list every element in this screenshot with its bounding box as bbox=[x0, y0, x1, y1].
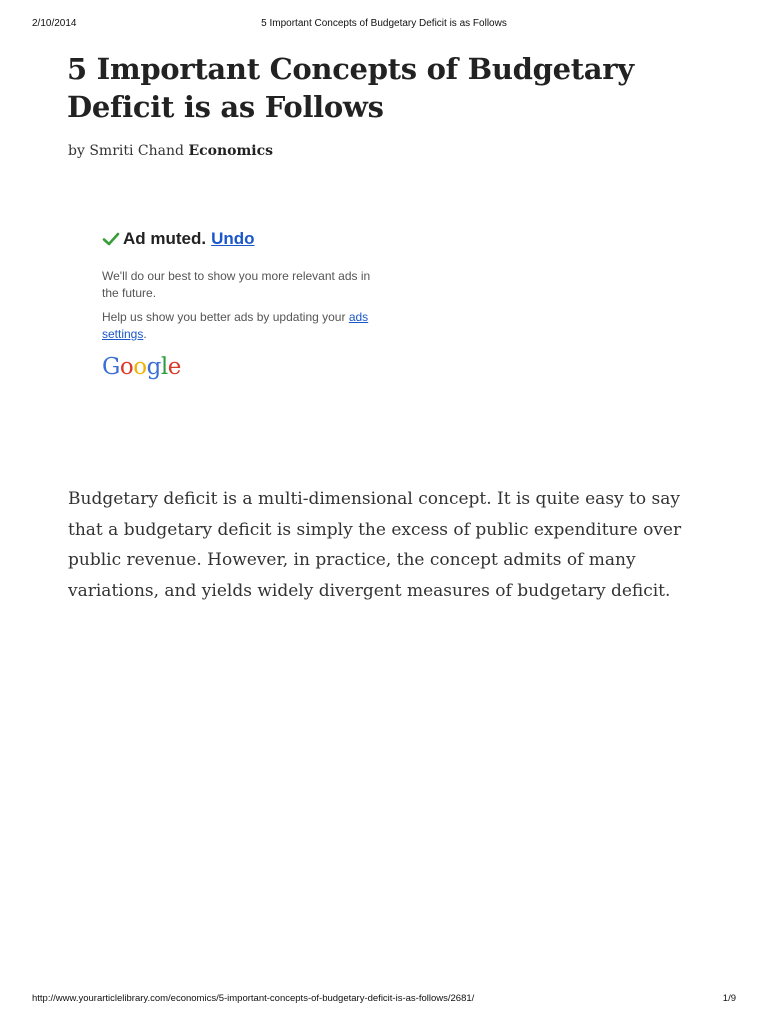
google-logo-letter-o1: o bbox=[119, 354, 134, 380]
ad-muted-line bbox=[102, 226, 382, 252]
author-name[interactable]: Smriti Chand bbox=[89, 143, 184, 159]
google-logo-letter-g: G bbox=[102, 354, 120, 380]
ad-message-settings-prefix: Help us show you better ads by updating your bbox=[102, 310, 346, 324]
print-footer bbox=[32, 993, 736, 1007]
google-logo bbox=[102, 353, 382, 381]
ads-settings-link[interactable]: ads settings bbox=[102, 310, 369, 341]
print-doc-title: 5 Important Concepts of Budgetary Deficit is as Follows bbox=[261, 18, 507, 29]
page-number: 1/9 bbox=[722, 993, 736, 1004]
ad-message-relevant: We'll do our best to show you more relevant ads in the future. bbox=[102, 269, 371, 300]
byline-prefix: by bbox=[68, 143, 85, 159]
category-link[interactable]: Economics bbox=[188, 143, 274, 159]
check-icon bbox=[102, 230, 120, 248]
article-title: 5 Important Concepts of Budgetary Deficit is as Follows bbox=[67, 52, 634, 124]
ad-muted-label: Ad muted. bbox=[123, 229, 207, 248]
google-logo-letter-l: l bbox=[160, 354, 168, 380]
ad-message-settings-suffix: . bbox=[143, 327, 147, 341]
undo-link[interactable]: Undo bbox=[211, 229, 255, 248]
ad-message-settings bbox=[102, 309, 382, 343]
print-date: 2/10/2014 bbox=[32, 18, 77, 29]
byline bbox=[68, 143, 273, 159]
ad-muted-notice bbox=[102, 226, 382, 381]
article-body-paragraph: Budgetary deficit is a multi-dimensional concept. It is quite easy to say that a budgetary deficit is simply the excess of public expenditure over public revenue. However, in practice, the concept admits of many variations, and yields widely divergent measures of budgetary deficit. bbox=[68, 489, 682, 601]
page-url: http://www.yourarticlelibrary.com/economics/5-important-concepts-of-budgetary-deficit-is-as-follows/2681/ bbox=[32, 993, 475, 1004]
print-header bbox=[32, 18, 736, 32]
google-logo-letter-o2: o bbox=[133, 354, 147, 380]
google-logo-letter-e: e bbox=[167, 354, 181, 380]
google-logo-letter-g2: g bbox=[146, 354, 161, 380]
